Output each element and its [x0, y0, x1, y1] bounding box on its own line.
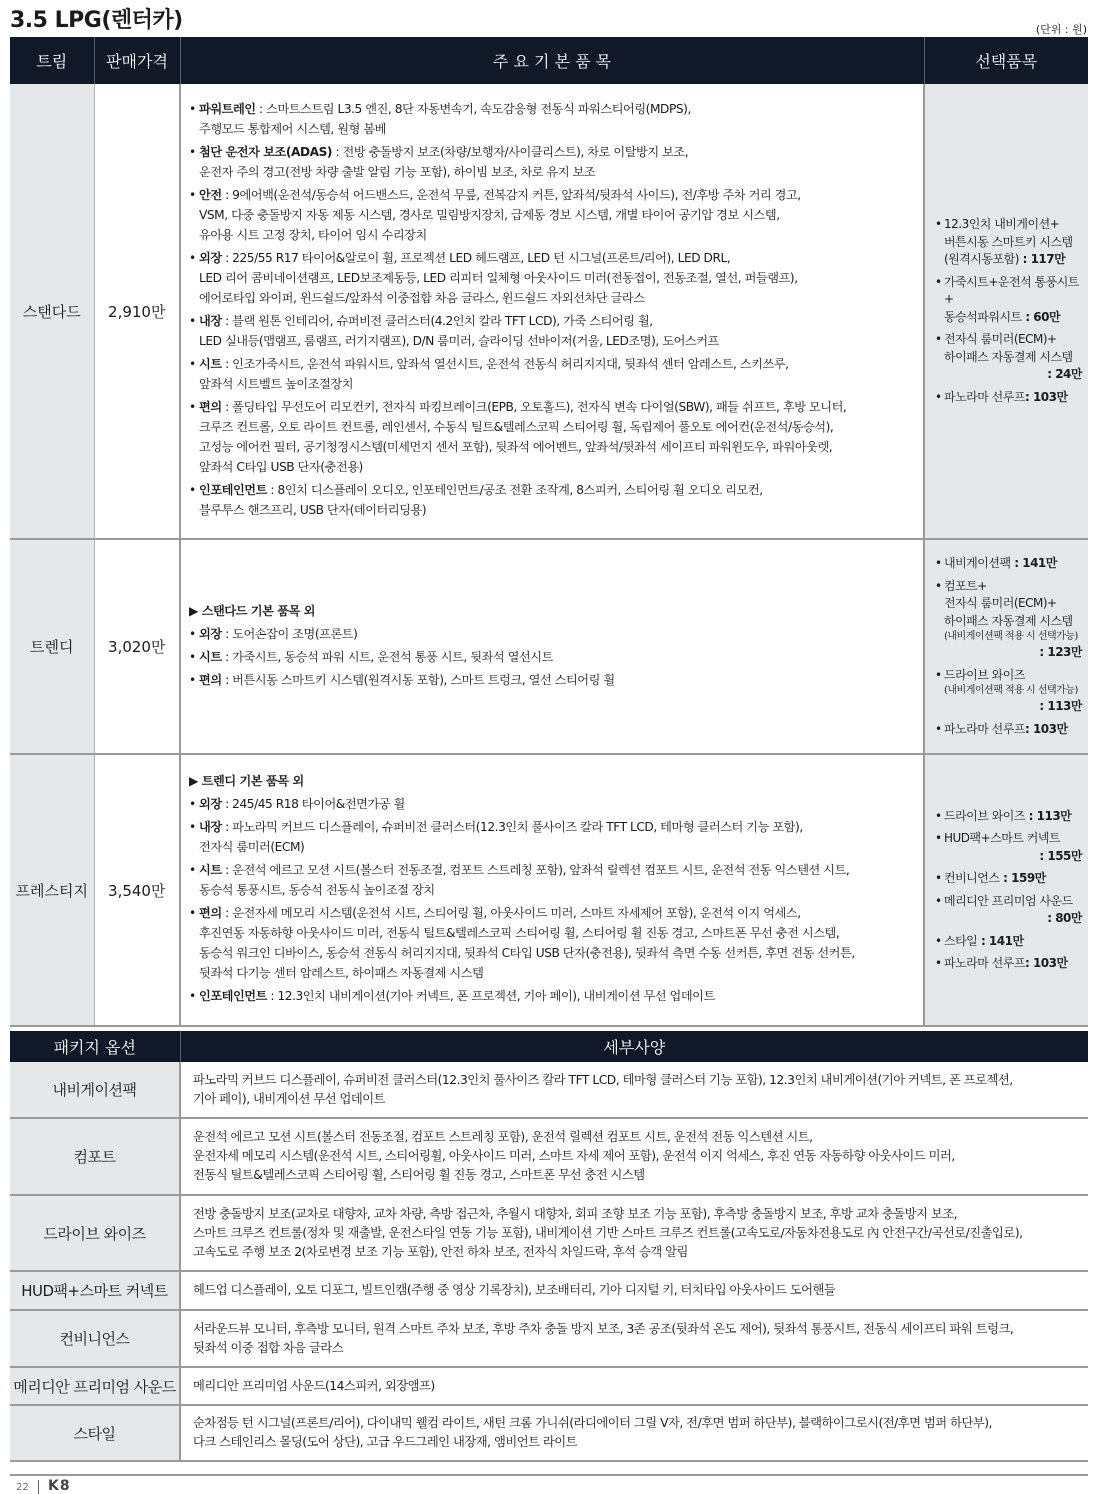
feature-item — [189, 986, 915, 1006]
feature-item — [189, 354, 915, 394]
feature-item — [189, 311, 915, 351]
option-price: : 113만 — [1024, 808, 1072, 823]
option-label: (원격시동포함) — [944, 252, 1019, 266]
package-detail — [180, 1062, 1088, 1118]
footer-separator — [38, 1480, 39, 1494]
package-detail-line: 파노라믹 커브드 디스플레이, 슈퍼비전 클러스터(12.3인치 풀사이즈 칼라 TFT LCD, 테마형 클러스터 기능 포함), 12.3인치 내비게이션(기아 커넥트, 폰 프로젝션, — [193, 1072, 1013, 1087]
option-label: • 드라이브 와이즈 — [944, 667, 1025, 682]
option-item — [935, 331, 1082, 384]
package-row — [10, 1271, 1088, 1310]
feature-text: 블루투스 핸즈프리, USB 단자(데이터리딩용) — [199, 503, 427, 517]
page-title: 3.5 LPG(렌터카) — [10, 8, 183, 33]
package-detail-line: 순차점등 턴 시그널(프론트/리어), 다이내믹 웰컴 라이트, 새틴 크롬 가니쉬(라디에이터 그릴 V자, 전/후면 범퍼 하단부), 블랙하이그로시(전/후면 범퍼 하단부), — [193, 1416, 992, 1430]
option-item — [935, 389, 1082, 407]
option-label: 동승석파워시트 — [944, 309, 1022, 324]
package-name: 드라이브 와이즈 — [10, 1195, 180, 1271]
feature-text: 유아용 시트 고정 장치, 타이어 임시 수리장치 — [199, 228, 427, 242]
option-item — [935, 830, 1082, 865]
feature-name: 인포테인먼트 — [199, 483, 267, 497]
feature-name: 파워트레인 — [199, 102, 256, 116]
feature-text: : 9에어백(운전석/동승석 어드밴스드, 운전석 무릎, 전복감지 커튼, 앞좌석/뒷좌석 사이드), 전/후방 주차 거리 경고, — [221, 188, 801, 202]
feature-item — [189, 860, 915, 900]
feature-name: 외장 — [199, 797, 222, 811]
feature-item — [189, 480, 915, 520]
feature-name: 시트 — [199, 863, 222, 877]
feature-name: 시트 — [199, 357, 222, 371]
option-item — [935, 667, 1082, 716]
feature-text: 에어로타입 와이퍼, 윈드쉴드/앞좌석 이중접합 차음 글라스, 윈드쉴드 자외선차단 글라스 — [199, 291, 645, 305]
option-item — [935, 578, 1082, 662]
footer-divider-line — [10, 1474, 1088, 1476]
package-detail — [180, 1310, 1088, 1367]
option-item — [935, 721, 1082, 739]
package-name: 스타일 — [10, 1405, 180, 1461]
trim-price: 3,020만 — [94, 539, 180, 754]
option-label: 파노라마 선루프 — [944, 956, 1025, 970]
trim-name: 스탠다드 — [10, 84, 94, 539]
option-price: : 80만 — [1047, 911, 1082, 925]
feature-text: : 인조가죽시트, 운전석 파워시트, 앞좌석 열선시트, 운전석 전동식 허리지지대, 뒷좌석 센터 암레스트, 스키쓰루, — [221, 357, 789, 371]
option-label — [944, 251, 1082, 269]
option-price: : 159만 — [999, 871, 1046, 885]
option-list — [924, 84, 1088, 539]
option-note: (내비게이션팩 적용 시 선택가능) — [944, 631, 1078, 642]
feature-item — [189, 142, 915, 182]
package-row — [10, 1062, 1088, 1118]
package-row — [10, 1405, 1088, 1461]
option-label: • HUD팩+스마트 커넥트 — [944, 831, 1061, 845]
feature-text: : 파노라믹 커브드 디스플레이, 슈퍼비전 클러스터(12.3인치 풀사이즈 칼라 TFT LCD, 테마형 클러스터 기능 포함), — [221, 820, 803, 834]
feature-text: 후진연동 자동하향 아웃사이드 미러, 전동식 틸트&텔레스코픽 스티어링 휠, 스티어링 휠 진동 경고, 스마트폰 무선 충전 시스템, — [199, 926, 840, 940]
feature-text: 동승석 워크인 디바이스, 동승석 전동식 허리지지대, 뒷좌석 C타입 USB 단자(충전용), 뒷좌석 측면 수동 선커튼, 후면 전동 선커튼, — [199, 946, 855, 960]
feature-list — [180, 754, 924, 1026]
feature-name: 편의 — [199, 400, 222, 414]
feature-text: : 245/45 R18 타이어&전면가공 휠 — [221, 797, 405, 811]
feature-text: : 도어손잡이 조명(프론트) — [221, 626, 358, 641]
header-package-detail: 세부사양 — [180, 1031, 1088, 1062]
package-detail-line: 기아 페이), 내비게이션 무선 업데이트 — [193, 1091, 386, 1106]
brand-mark: K8 — [48, 1478, 71, 1494]
feature-name: 외장 — [199, 251, 222, 265]
option-list — [924, 754, 1088, 1026]
option-item — [935, 933, 1082, 951]
option-label — [944, 955, 1082, 973]
package-detail — [180, 1118, 1088, 1195]
feature-list — [180, 539, 924, 754]
feature-item — [189, 903, 915, 983]
option-label: • 전자식 룸미러(ECM)+ — [944, 332, 1057, 346]
header-trim: 트림 — [10, 37, 94, 84]
package-detail-line: 운전자세 메모리 시스템(운전석 시트, 스티어링휠, 아웃사이드 미러, 스마트 자세 제어 포함), 운전석 이지 억세스, 후진 연동 자동하향 아웃사이드 미러, — [193, 1149, 955, 1163]
option-item — [935, 274, 1082, 327]
feature-text: LED 실내등(맵램프, 룸램프, 러기지램프), D/N 룸미러, 슬라이딩 선바이저(거울, LED조명), 도어스커프 — [199, 334, 719, 348]
package-name: HUD팩+스마트 커넥트 — [10, 1271, 180, 1310]
feature-text: : 225/55 R17 타이어&알로이 휠, 프로젝션 LED 헤드램프, LED 턴 시그널(프론트/리어), LED DRL, — [221, 251, 731, 265]
trim-row-trendy — [10, 539, 1088, 754]
trim-price: 2,910만 — [94, 84, 180, 539]
feature-name: 편의 — [199, 906, 222, 920]
package-row — [10, 1195, 1088, 1271]
option-label: 하이패스 자동결제 시스템 — [944, 349, 1073, 364]
option-label: 컨비니언스 — [944, 871, 1000, 885]
feature-text: : 스마트스트림 L3.5 엔진, 8단 자동변속기, 속도감응형 전동식 파워스티어링(MDPS), — [255, 102, 691, 116]
option-item — [935, 955, 1082, 973]
option-price: : 141만 — [1010, 556, 1057, 570]
feature-text: 주행모드 통합제어 시스템, 원형 봄베 — [199, 122, 386, 136]
feature-item — [189, 670, 915, 690]
option-item — [935, 893, 1082, 928]
feature-text: 고성능 에어컨 필터, 공기청정시스템(미세먼지 센서 포함), 뒷좌석 에어벤트, 앞좌석/뒷좌석 세이프티 파워윈도우, 파워아웃렛, — [199, 440, 833, 454]
option-label: 파노라마 선루프 — [944, 389, 1025, 404]
option-item — [935, 216, 1082, 269]
package-detail — [180, 1195, 1088, 1271]
feature-item — [189, 794, 915, 814]
option-price: : 141만 — [977, 933, 1024, 948]
reference-line: ▶ 트렌디 기본 품목 외 — [189, 774, 304, 788]
feature-name: 외장 — [199, 626, 222, 641]
feature-text: 동승석 통풍시트, 동승석 전동식 높이조절 장치 — [199, 883, 435, 897]
feature-list — [180, 84, 924, 539]
package-detail-line: 뒷좌석 이중 접합 차음 글라스 — [193, 1340, 344, 1355]
package-detail-line: 고속도로 주행 보조 2(차로변경 보조 기능 포함), 안전 하차 보조, 전자식 차일드락, 후석 승객 알림 — [193, 1244, 688, 1259]
package-detail — [180, 1271, 1088, 1310]
package-table-header — [10, 1031, 1088, 1062]
feature-text: : 전방 충돌방지 보조(차량/보행자/사이클리스트), 차로 이탈방지 보조, — [332, 145, 689, 159]
option-price: : 103만 — [1024, 389, 1068, 404]
option-label — [944, 933, 1082, 951]
option-label: • 12.3인치 내비게이션+ — [944, 217, 1060, 231]
package-name: 내비게이션팩 — [10, 1062, 180, 1118]
feature-name: 내장 — [199, 314, 222, 328]
option-label — [944, 389, 1082, 407]
package-detail-line: 서라운드뷰 모니터, 후측방 모니터, 원격 스마트 주차 보조, 후방 주차 충돌 방지 보조, 3존 공조(뒷좌석 온도 제어), 뒷좌석 통풍시트, 전동식 세이프티 파워 트렁크, — [193, 1321, 1014, 1336]
feature-name: 안전 — [199, 188, 222, 202]
header-price: 판매가격 — [94, 37, 180, 84]
header-options: 선택품목 — [924, 37, 1088, 84]
feature-text: : 운전석 에르고 모션 시트(볼스터 전동조절, 컴포트 스트레칭 포함), 앞좌석 릴렉션 컴포트 시트, 운전석 전동 익스텐션 시트, — [221, 863, 850, 877]
package-detail — [180, 1367, 1088, 1405]
feature-text: 앞좌석 시트벨트 높이조절장치 — [199, 377, 354, 391]
feature-text: : 12.3인치 내비게이션(기아 커넥트, 폰 프로젝션, 기아 페이), 내비게이션 무선 업데이트 — [266, 989, 715, 1003]
feature-item — [189, 248, 915, 308]
feature-text: : 가죽시트, 동승석 파워 시트, 운전석 통풍 시트, 뒷좌석 열선시트 — [221, 649, 553, 664]
feature-name: 편의 — [199, 672, 222, 687]
feature-text: 뒷좌석 다기능 센터 암레스트, 하이패스 자동결제 시스템 — [199, 966, 484, 980]
header-features: 주 요 기 본 품 목 — [180, 37, 924, 84]
option-label: 드라이브 와이즈 — [944, 808, 1025, 823]
option-label: • 메리디안 프리미엄 사운드 — [944, 893, 1073, 908]
option-price: : 123만 — [1039, 645, 1082, 659]
feature-text: : 8인치 디스플레이 오디오, 인포테인먼트/공조 전환 조작계, 8스피커, 스티어링 휠 오디오 리모컨, — [266, 483, 763, 497]
feature-text: VSM, 다중 충돌방지 자동 제동 시스템, 경사로 밀림방지장치, 급제동 경보 시스템, 개별 타이어 공기압 경보 시스템, — [199, 208, 780, 222]
package-row — [10, 1118, 1088, 1195]
trim-name: 트렌디 — [10, 539, 94, 754]
trim-row-standard — [10, 84, 1088, 539]
option-price: : 103만 — [1024, 721, 1068, 736]
option-price: : 113만 — [1039, 699, 1082, 713]
feature-text: : 폴딩타입 무선도어 리모컨키, 전자식 파킹브레이크(EPB, 오토홀드), 전자식 변속 다이얼(SBW), 패들 쉬프트, 후방 모니터, — [221, 400, 847, 414]
option-label — [944, 870, 1082, 888]
option-item — [935, 870, 1082, 888]
trim-price: 3,540만 — [94, 754, 180, 1026]
package-row — [10, 1310, 1088, 1367]
package-detail-line: 스마트 크루즈 컨트롤(정차 및 재출발, 운전스타일 연동 기능 포함), 내비게이션 기반 스마트 크루즈 컨트롤(고속도로/자동차전용도로 內 안전구간/곡선로/진출입로), — [193, 1225, 1023, 1240]
trim-table-header — [10, 37, 1088, 84]
package-detail-line: 전동식 틸트&텔레스코픽 스티어링 휠, 스티어링 휠 진동 경고, 스마트폰 무선 충전 시스템 — [193, 1168, 645, 1182]
package-table — [10, 1031, 1088, 1462]
package-name: 메리디안 프리미엄 사운드 — [10, 1367, 180, 1405]
option-label: • 컴포트+ — [944, 578, 987, 593]
feature-name: 시트 — [199, 649, 222, 664]
package-detail-line: 운전석 에르고 모션 시트(볼스터 전동조절, 컴포트 스트레칭 포함), 운전석 릴렉션 컴포트 시트, 운전석 전동 익스텐션 시트, — [193, 1130, 813, 1144]
trim-name: 프레스티지 — [10, 754, 94, 1026]
feature-text: : 블랙 원톤 인테리어, 슈퍼비전 클러스터(4.2인치 칼라 TFT LCD), 가죽 스티어링 휠, — [221, 314, 653, 328]
option-note: (내비게이션팩 적용 시 선택가능) — [944, 685, 1078, 696]
option-label — [944, 309, 1082, 327]
option-price: : 103만 — [1024, 956, 1068, 970]
feature-name: 내장 — [199, 820, 222, 834]
package-detail — [180, 1405, 1088, 1461]
feature-text: 전자식 룸미러(ECM) — [199, 840, 305, 854]
package-detail-line: 헤드업 디스플레이, 오토 디포그, 빌트인캠(주행 중 영상 기록장치), 보조배터리, 기아 디지털 키, 터치타입 아웃사이드 도어핸들 — [193, 1283, 836, 1297]
option-label: 버튼시동 스마트키 시스템 — [944, 234, 1073, 249]
option-price: : 117만 — [1018, 252, 1066, 266]
option-price: : 155만 — [1039, 848, 1082, 863]
feature-name: 첨단 운전자 보조(ADAS) — [199, 145, 333, 159]
feature-text: 크루즈 컨트롤, 오토 라이트 컨트롤, 레인센서, 수동식 틸트&텔레스코픽 스티어링 휠, 독립제어 풀오토 에어컨(운전석/동승석), — [199, 420, 834, 434]
option-price: : 24만 — [1047, 367, 1082, 381]
package-detail-line: 다크 스테인리스 몰딩(도어 상단), 고급 우드그레인 내장재, 앰비언트 라이트 — [193, 1435, 578, 1449]
feature-item — [189, 817, 915, 857]
feature-item — [189, 185, 915, 245]
package-detail-line: 메리디안 프리미엄 사운드(14스피커, 외장앰프) — [193, 1378, 435, 1393]
feature-text: : 운전자세 메모리 시스템(운전석 시트, 스티어링 휠, 아웃사이드 미러, 스마트 자세제어 포함), 운전석 이지 억세스, — [221, 906, 801, 920]
package-name: 컴포트 — [10, 1118, 180, 1195]
option-price: : 60만 — [1021, 309, 1061, 324]
feature-item — [189, 647, 915, 667]
package-detail-line: 전방 충돌방지 보조(교차로 대향차, 교차 차량, 측방 접근차, 추월시 대향차, 회피 조향 보조 기능 포함), 후측방 충돌방지 보조, 후방 교차 충돌방지 보조, — [193, 1206, 958, 1221]
feature-text: : 버튼시동 스마트키 시스템(원격시동 포함), 스마트 트렁크, 열선 스티어링 휠 — [221, 672, 615, 687]
feature-item — [189, 99, 915, 139]
unit-label: (단위 : 원) — [1035, 23, 1087, 36]
feature-item — [189, 397, 915, 477]
feature-item — [189, 624, 915, 644]
option-label: 스타일 — [944, 933, 978, 948]
trim-table — [10, 37, 1088, 1027]
header-package-option: 패키지 옵션 — [10, 1031, 180, 1062]
option-label — [944, 721, 1082, 739]
option-label: 파노라마 선루프 — [944, 721, 1025, 736]
option-label — [944, 808, 1082, 826]
package-row — [10, 1367, 1088, 1405]
option-label — [944, 555, 1082, 573]
option-item — [935, 555, 1082, 573]
option-label: 하이패스 자동결제 시스템 — [944, 613, 1073, 628]
feature-text: LED 리어 콤비네이션램프, LED보조제동등, LED 리피터 일체형 아웃사이드 미러(전동접이, 전동조절, 열선, 퍼들램프), — [199, 271, 798, 285]
feature-text: 앞좌석 C타입 USB 단자(충전용) — [199, 460, 363, 474]
page-number: 22 — [16, 1482, 29, 1493]
option-label: • 가죽시트+운전석 통풍시트+ — [944, 274, 1079, 306]
feature-name: 인포테인먼트 — [199, 989, 267, 1003]
feature-text: 운전자 주의 경고(전방 차량 출발 알림 기능 포함), 하이빔 보조, 차로 유지 보조 — [199, 165, 596, 179]
option-list — [924, 539, 1088, 754]
package-name: 컨비니언스 — [10, 1310, 180, 1367]
option-label: 전자식 룸미러(ECM)+ — [944, 596, 1057, 610]
reference-line: ▶ 스탠다드 기본 품목 외 — [189, 603, 316, 618]
option-label: 내비게이션팩 — [944, 556, 1011, 570]
trim-row-prestige — [10, 754, 1088, 1026]
option-item — [935, 808, 1082, 826]
